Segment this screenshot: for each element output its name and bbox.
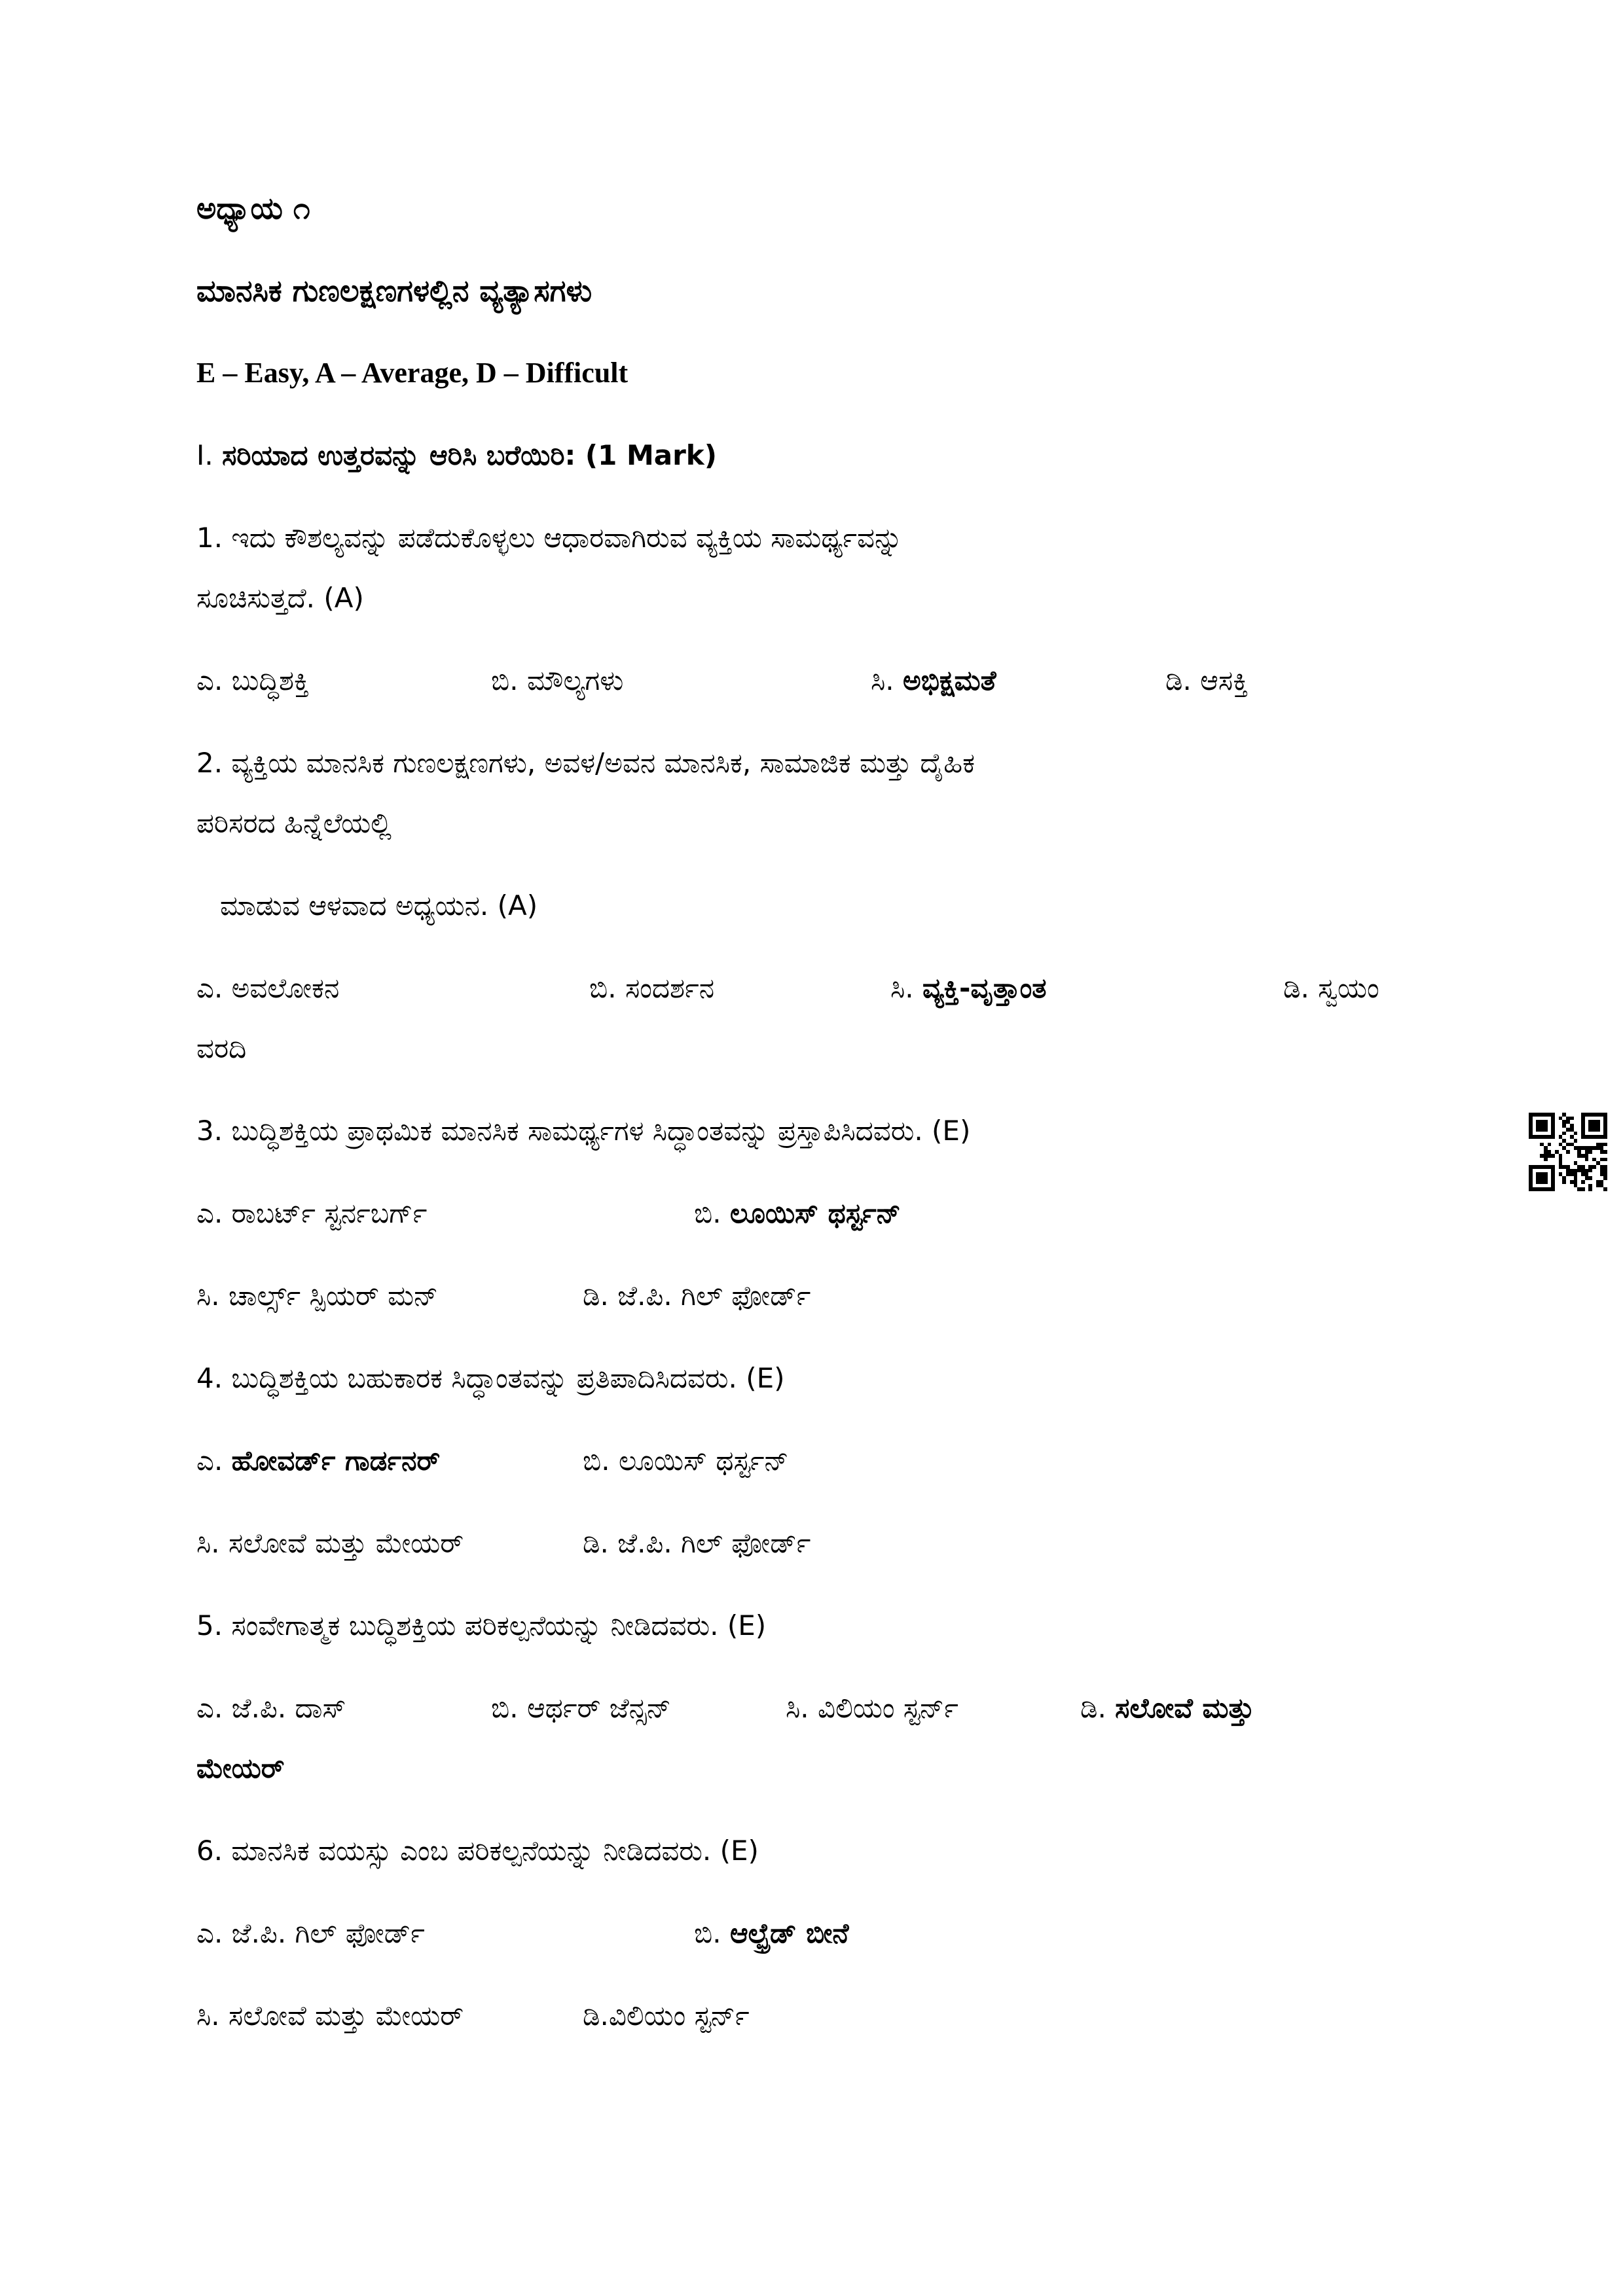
qr-module [1603,1187,1607,1191]
option: ಎ. ಬುದ್ಧಿಶಕ್ತಿ [196,664,310,696]
question-4-text: 4. ಬುದ್ಧಿಶಕ್ತಿಯ ಬಹುಕಾರಕ ಸಿದ್ಧಾಂತವನ್ನು ಪ್ರತಿಪಾದಿಸಿದವರು. (E) [196,1362,785,1394]
option-correct: ಸಿ. ಅಭಿಕ್ಷಮತೆ [871,664,996,696]
chapter-subtitle: ಮಾನಸಿಕ ಗುಣಲಕ್ಷಣಗಳಲ್ಲಿನ ವ್ಯತ್ಯಾಸಗಳು [196,273,593,308]
option: ಡಿ. ಸ್ವಯಂ [1283,972,1379,1004]
option: ಎ. ಜೆ.ಪಿ. ದಾಸ್ [196,1692,346,1724]
option: ಎ. ಅವಲೋಕನ [196,972,340,1004]
option: ಬಿ. ಆರ್ಥರ್ ಜೆನ್ಸನ್ [491,1692,671,1724]
option: ಸಿ. ವಿಲಿಯಂ ಸ್ಟರ್ನ್ [786,1692,958,1724]
option: ಎ. ರಾಬರ್ಟ್ ಸ್ಟರ್ನಬರ್ಗ್ [196,1197,428,1229]
question-1-text-line-2: ಸೂಚಿಸುತ್ತದೆ. (A) [196,582,364,614]
option: ಡಿ. ಜೆ.ಪಿ. ಗಿಲ್ ಫೋರ್ಡ್ [583,1527,811,1559]
option: ಎ. ಜೆ.ಪಿ. ಗಿಲ್ ಫೋರ್ಡ್ [196,1917,425,1949]
question-4-options-row-1 [196,1443,1440,1479]
option-correct: ಎ. ಹೋವರ್ಡ್ ಗಾರ್ಡನರ್ [196,1444,441,1477]
section-heading [196,437,1440,474]
question-5-options [196,1690,1440,1727]
difficulty-legend: E – Easy, A – Average, D – Difficult [196,357,629,389]
option: ಡಿ. ಜೆ.ಪಿ. ಗಿಲ್ ಫೋರ್ಡ್ [583,1280,811,1312]
qr-code-icon [1529,1113,1607,1191]
option: ಸಿ. ಸಲೋವೆ ಮತ್ತು ಮೇಯರ್ [196,2000,464,2032]
question-2-text-line-2: ಪರಿಸರದ ಹಿನ್ನೆಲೆಯಲ್ಲಿ [196,807,392,839]
option: ಸಿ. ಚಾರ್ಲ್ಸ್ ಸ್ಪಿಯರ್ ಮನ್ [196,1280,439,1312]
section-marks: : (1 Mark) [564,439,717,471]
question-2-options-wrap: ವರದಿ [196,1032,247,1064]
question-5-options-wrap: ಮೇಯರ್ [196,1752,285,1784]
section-title: ಸರಿಯಾದ ಉತ್ತರವನ್ನು ಆರಿಸಿ ಬರೆಯಿರಿ [222,439,565,471]
question-5-text: 5. ಸಂವೇಗಾತ್ಮಕ ಬುದ್ಧಿಶಕ್ತಿಯ ಪರಿಕಲ್ಪನೆಯನ್ನು ನೀಡಿದವರು. (E) [196,1609,767,1641]
option: ಸಿ. ಸಲೋವೆ ಮತ್ತು ಮೇಯರ್ [196,1527,464,1559]
option: ಬಿ. ಸಂದರ್ಶನ [589,972,715,1004]
question-3-text: 3. ಬುದ್ಧಿಶಕ್ತಿಯ ಪ್ರಾಥಮಿಕ ಮಾನಸಿಕ ಸಾಮರ್ಥ್ಯಗಳ ಸಿದ್ಧಾಂತವನ್ನು ಪ್ರಸ್ತಾಪಿಸಿದವರು. (E) [196,1115,971,1147]
option-correct: ಡಿ. ಸಲೋವೆ ಮತ್ತು [1080,1692,1254,1724]
section-prefix: I. [196,439,213,471]
option-correct: ಬಿ. ಲೂಯಿಸ್ ಥರ್ಸ್ಟನ್ [694,1197,901,1229]
option: ಬಿ. ಲೂಯಿಸ್ ಥರ್ಸ್ಟನ್ [583,1444,789,1477]
question-2-text-line-1: 2. ವ್ಯಕ್ತಿಯ ಮಾನಸಿಕ ಗುಣಲಕ್ಷಣಗಳು, ಅವಳ/ಅವನ ಮಾನಸಿಕ, ಸಾಮಾಜಿಕ ಮತ್ತು ದೈಹಿಕ [196,747,976,779]
option: ಡಿ. ಆಸಕ್ತಿ [1165,664,1249,696]
question-6-text: 6. ಮಾನಸಿಕ ವಯಸ್ಸು ಎಂಬ ಪರಿಕಲ್ಪನೆಯನ್ನು ನೀಡಿದವರು. (E) [196,1835,759,1867]
question-3-options-row-1 [196,1195,1440,1232]
question-1-options [196,662,1440,699]
option-correct: ಸಿ. ವ್ಯಕ್ತಿ-ವೃತ್ತಾಂತ [890,972,1047,1004]
question-4-options-row-2 [196,1525,1440,1562]
option: ಬಿ. ಮೌಲ್ಯಗಳು [491,664,624,696]
question-6-options-row-2 [196,1998,1440,2034]
question-3-options-row-2 [196,1278,1440,1314]
option: ಡಿ.ವಿಲಿಯಂ ಸ್ಟರ್ನ್ [583,2000,750,2032]
question-2-options [196,970,1440,1007]
question-1-text-line-1: 1. ಇದು ಕೌಶಲ್ಯವನ್ನು ಪಡೆದುಕೊಳ್ಳಲು ಆಧಾರವಾಗಿರುವ ವ್ಯಕ್ತಿಯ ಸಾಮರ್ಥ್ಯವನ್ನು [196,522,903,554]
chapter-title: ಅಧ್ಯಾಯ ೧ [196,190,310,226]
question-2-text-line-3: ಮಾಡುವ ಆಳವಾದ ಅಧ್ಯಯನ. (A) [220,889,538,922]
option-correct: ಬಿ. ಆಲ್ಫ್ರೆಡ್ ಬೀನೆ [694,1917,849,1949]
document-body [196,190,1440,2080]
question-6-options-row-1 [196,1915,1440,1952]
